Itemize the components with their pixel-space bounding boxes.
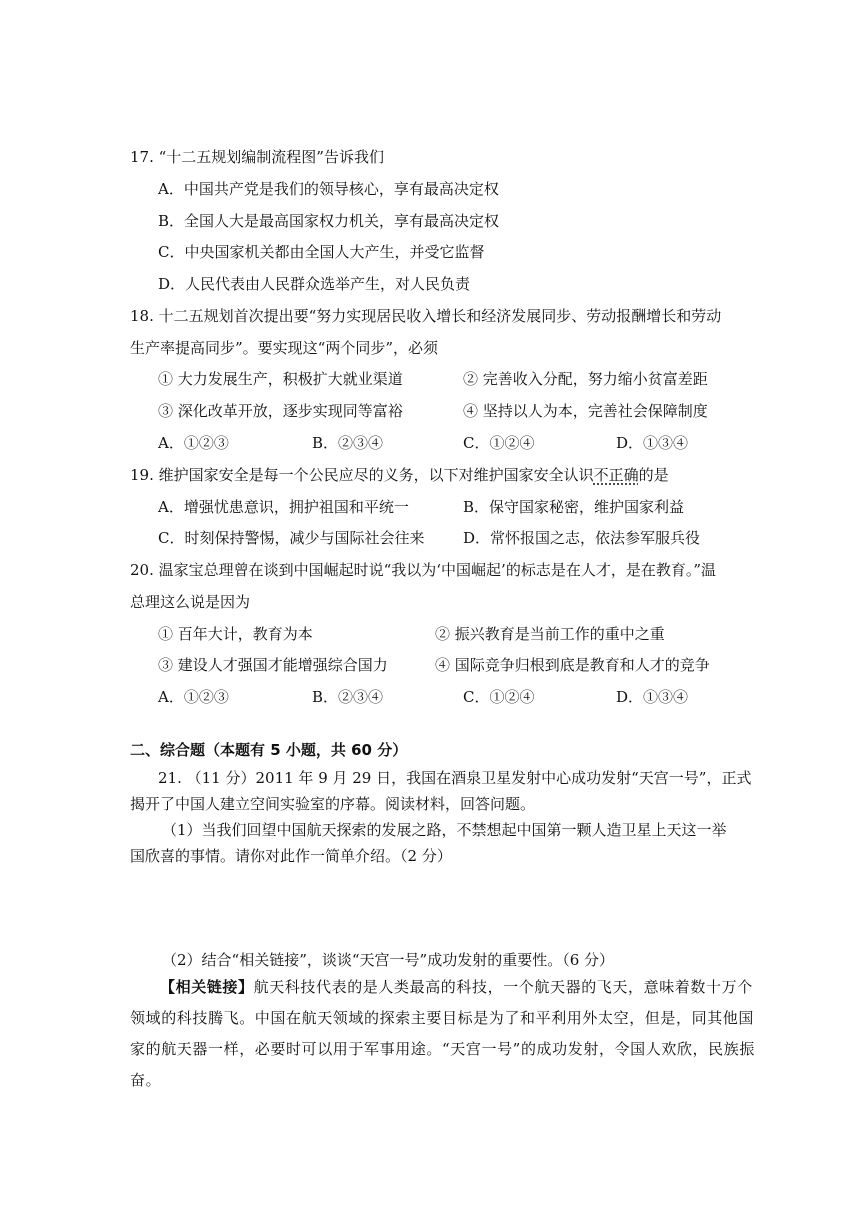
q20-item-3: ③ 建设人才强国才能增强综合国力 [158, 656, 388, 674]
q18-choice-d: D．①③④ [616, 434, 689, 452]
q19-option-d: D．常怀报国之志，依法参军服兵役 [463, 529, 701, 547]
q20-stem-line2: 总理这么说是因为 [130, 593, 251, 611]
q21-sub2: （2）结合“相关链接”，谈谈“天宫一号”成功发射的重要性。（6 分） [162, 951, 615, 969]
q21-link-line3: 家的航天器一样，必要时可以用于军事用途。“天宫一号”的成功发射，令国人欢欣，民族振 [130, 1040, 755, 1058]
q18-item-4: ④ 坚持以人为本，完善社会保障制度 [463, 402, 708, 420]
related-link-text-1: 航天科技代表的是人类最高的科技，一个航天器的飞天，意味着数十万个 [253, 978, 753, 996]
q21-sub1-line1: （1）当我们回望中国航天探索的发展之路，不禁想起中国第一颗人造卫星上天这一举 [162, 821, 727, 839]
q20-item-1: ① 百年大计，教育为本 [158, 625, 313, 643]
q20-choice-b: B．②③④ [312, 688, 384, 706]
q20-item-4: ④ 国际竞争归根到底是教育和人才的竞争 [435, 656, 710, 674]
q20-choice-c: C．①②④ [463, 688, 535, 706]
q20-choice-d: D．①③④ [616, 688, 689, 706]
q18-item-2: ② 完善收入分配，努力缩小贫富差距 [463, 370, 708, 388]
q19-stem [130, 465, 669, 485]
q21-link-line2: 领域的科技腾飞。中国在航天领域的探索主要目标是为了和平利用外太空，但是，同其他国 [130, 1009, 755, 1027]
q18-item-1: ① 大力发展生产，积极扩大就业渠道 [158, 370, 403, 388]
q19-option-b: B．保守国家秘密，维护国家利益 [463, 498, 685, 516]
q17-stem: 17. “十二五规划编制流程图”告诉我们 [130, 148, 384, 166]
q19-stem-emphasis: 不正确 [593, 466, 639, 484]
q19-stem-suffix: 的是 [638, 466, 669, 484]
q19-option-a: A．增强忧患意识，拥护祖国和平统一 [158, 498, 409, 516]
related-link-label: 【相关链接】 [160, 978, 254, 996]
q18-choice-a: A．①②③ [158, 434, 229, 452]
q18-choice-b: B．②③④ [312, 434, 384, 452]
q20-stem-line1: 20. 温家宝总理曾在谈到中国崛起时说“我以为‘中国崛起’的标志是在人才，是在教育。”温 [130, 561, 716, 579]
q20-item-2: ② 振兴教育是当前工作的重中之重 [435, 625, 665, 643]
q18-stem-line2: 生产率提高同步”。要实现这“两个同步”，必须 [130, 339, 439, 357]
q21-intro-line1: 21. （11 分）2011 年 9 月 29 日，我国在酒泉卫星发射中心成功发射“天宫一号”，正式 [158, 769, 752, 787]
q17-option-a: A．中国共产党是我们的领导核心，享有最高决定权 [158, 180, 499, 198]
q18-stem-line1: 18. 十二五规划首次提出要“努力实现居民收入增长和经济发展同步、劳动报酬增长和劳动 [130, 307, 722, 325]
q21-intro-line2: 揭开了中国人建立空间实验室的序幕。阅读材料，回答问题。 [130, 795, 536, 813]
q21-sub1-line2: 国欣喜的事情。请你对此作一简单介绍。（2 分） [130, 847, 452, 865]
q17-option-b: B．全国人大是最高国家权力机关，享有最高决定权 [158, 212, 500, 230]
q18-choice-c: C．①②④ [463, 434, 535, 452]
q21-link-line4: 奋。 [130, 1071, 162, 1089]
q18-item-3: ③ 深化改革开放，逐步实现同等富裕 [158, 402, 403, 420]
q19-stem-prefix: 19. 维护国家安全是每一个公民应尽的义务，以下对维护国家安全认识 [130, 466, 594, 484]
q21-link-line1 [160, 971, 753, 1003]
q20-choice-a: A．①②③ [158, 688, 229, 706]
q19-option-c: C．时刻保持警惕，减少与国际社会往来 [158, 529, 425, 547]
q17-option-d: D．人民代表由人民群众选举产生，对人民负责 [158, 275, 471, 293]
section-heading: 二、综合题（本题有 5 小题，共 60 分） [130, 741, 408, 759]
q17-option-c: C．中央国家机关都由全国人大产生，并受它监督 [158, 243, 485, 261]
